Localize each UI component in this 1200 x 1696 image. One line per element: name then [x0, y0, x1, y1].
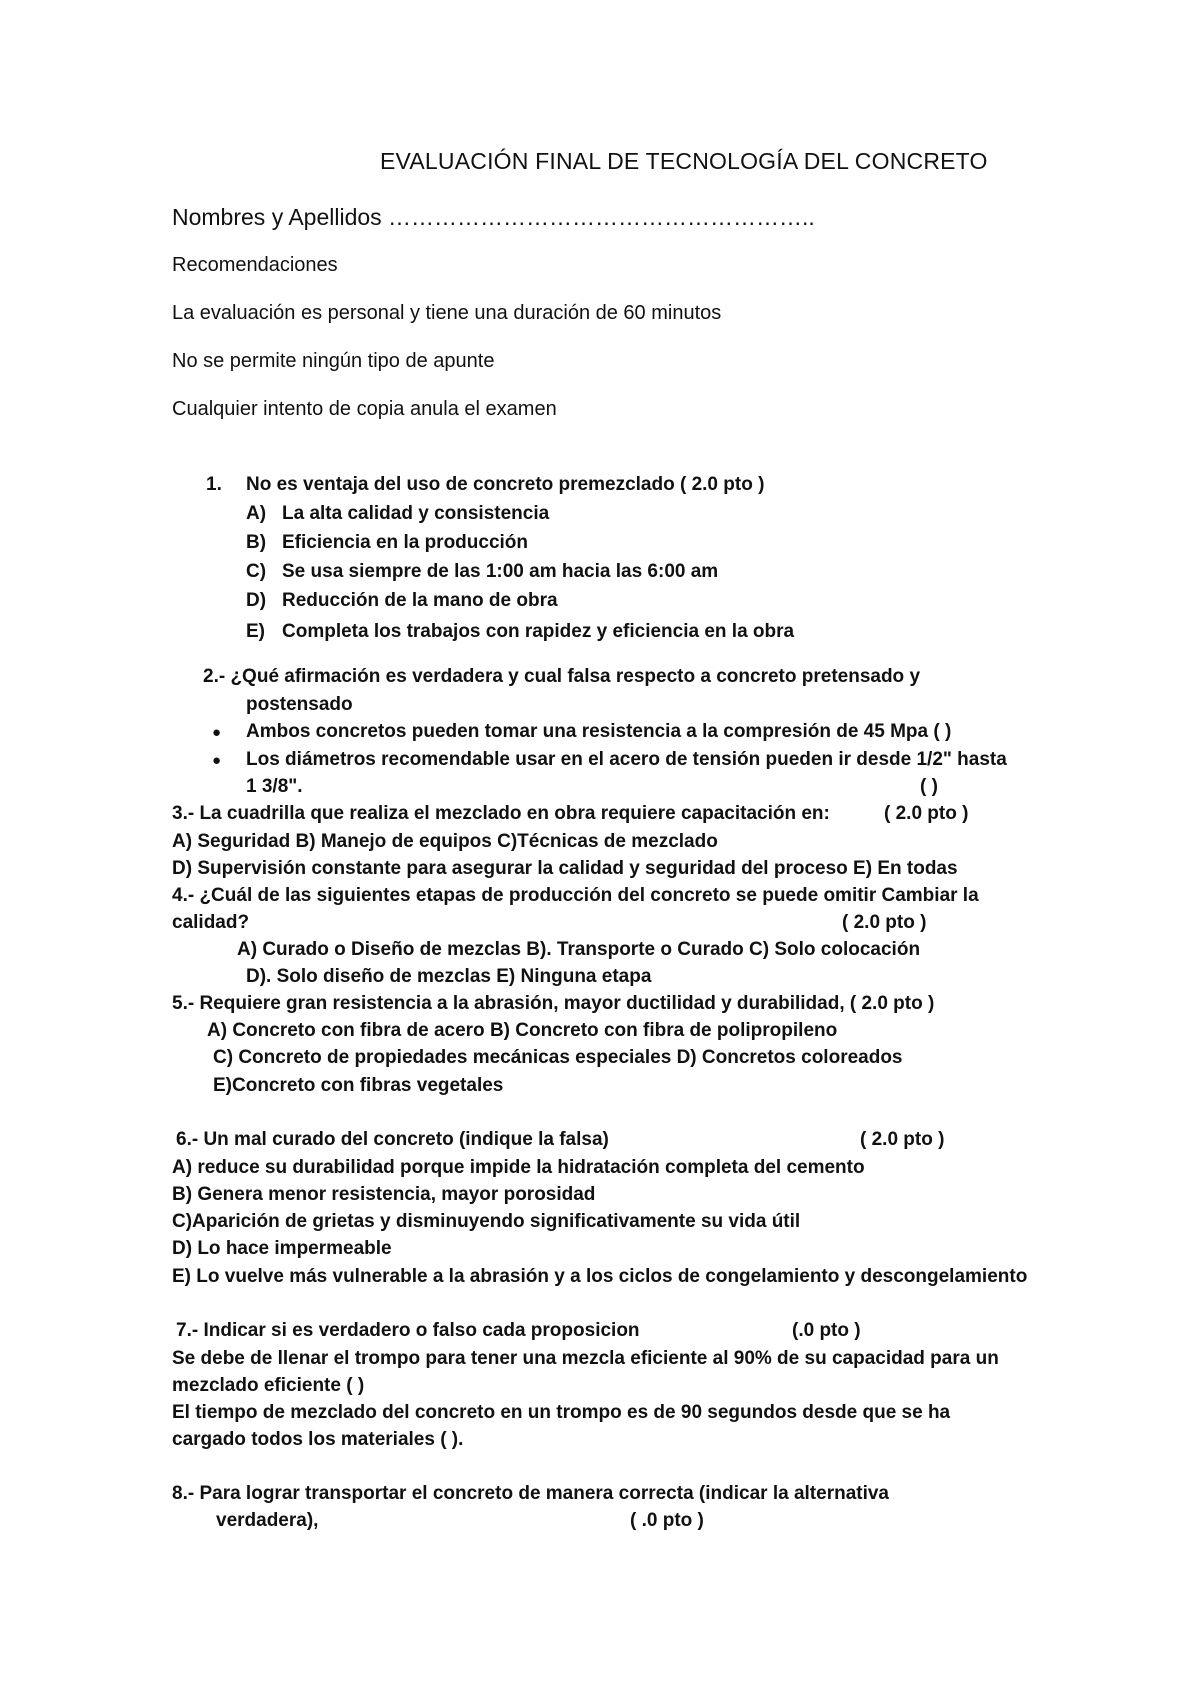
q1-option-letter: A): [246, 503, 267, 524]
q3-points: ( 2.0 pto ): [884, 803, 969, 824]
q2-line: 2.- ¿Qué afirmación es verdadera y cual falsa respecto a concreto pretensado y: [203, 666, 921, 687]
q3-line: A) Seguridad B) Manejo de equipos C)Técnicas de mezclado: [172, 831, 718, 852]
recommendations-heading: Recomendaciones: [172, 254, 338, 276]
q1-number: 1.: [206, 474, 222, 495]
q8-points: ( .0 pto ): [630, 1510, 704, 1531]
q7-line: El tiempo de mezclado del concreto en un trompo es de 90 segundos desde que se ha: [172, 1402, 951, 1423]
q1-option-text: Reducción de la mano de obra: [282, 590, 558, 611]
q2-line: postensado: [246, 694, 353, 715]
q2-bullet: Los diámetros recomendable usar en el acero de tensión pueden ir desde 1/2" hasta: [246, 749, 1007, 770]
q6-points: ( 2.0 pto ): [860, 1129, 945, 1150]
exam-title: EVALUACIÓN FINAL DE TECNOLOGÍA DEL CONCRETO: [380, 148, 988, 174]
q6-option: B) Genera menor resistencia, mayor porosidad: [172, 1184, 596, 1205]
q2-answer-paren: ( ): [920, 776, 938, 797]
q7-line: cargado todos los materiales ( ).: [172, 1429, 464, 1450]
q1-option-letter: E): [246, 621, 265, 642]
q4-line: D). Solo diseño de mezclas E) Ninguna etapa: [246, 966, 652, 987]
q3-line: D) Supervisión constante para asegurar la calidad y seguridad del proceso E) En todas: [172, 858, 958, 879]
q4-line: A) Curado o Diseño de mezclas B). Transporte o Curado C) Solo colocación: [237, 939, 921, 960]
q1-option-text: Eficiencia en la producción: [282, 532, 529, 553]
q4-points: ( 2.0 pto ): [842, 912, 927, 933]
q5-line: E)Concreto con fibras vegetales: [213, 1075, 504, 1096]
q3-line: 3.- La cuadrilla que realiza el mezclado en obra requiere capacitación en:: [172, 803, 830, 824]
recommendation-item: La evaluación es personal y tiene una duración de 60 minutos: [172, 302, 722, 324]
recommendation-item: Cualquier intento de copia anula el examen: [172, 398, 557, 420]
q5-line: 5.- Requiere gran resistencia a la abrasión, mayor ductilidad y durabilidad, ( 2.0 pto ): [172, 993, 935, 1014]
q6-option: D) Lo hace impermeable: [172, 1238, 392, 1259]
q7-line: Se debe de llenar el trompo para tener una mezcla eficiente al 90% de su capacidad para un: [172, 1348, 999, 1369]
q1-option-text: Completa los trabajos con rapidez y eficiencia en la obra: [282, 621, 795, 642]
q6-option: C)Aparición de grietas y disminuyendo significativamente su vida útil: [172, 1211, 801, 1232]
bullet-icon: ●: [212, 724, 222, 741]
q4-line: calidad?: [172, 912, 250, 933]
q1-option-letter: D): [246, 590, 267, 611]
q2-bullet-continuation: 1 3/8".: [246, 776, 303, 797]
bullet-icon: ●: [212, 752, 222, 769]
q5-line: C) Concreto de propiedades mecánicas especiales D) Concretos coloreados: [213, 1047, 903, 1068]
q6-option: A) reduce su durabilidad porque impide la hidratación completa del cemento: [172, 1157, 865, 1178]
q7-points: (.0 pto ): [792, 1320, 861, 1341]
q1-option-letter: C): [246, 561, 267, 582]
q1-option-letter: B): [246, 532, 267, 553]
q6-option: E) Lo vuelve más vulnerable a la abrasión y a los ciclos de congelamiento y descongelamiento: [172, 1266, 1028, 1287]
q2-bullet: Ambos concretos pueden tomar una resistencia a la compresión de 45 Mpa ( ): [246, 721, 952, 742]
q1-option-text: La alta calidad y consistencia: [282, 503, 550, 524]
q7-line: mezclado eficiente ( ): [172, 1375, 365, 1396]
q6-line: 6.- Un mal curado del concreto (indique la falsa): [176, 1129, 609, 1150]
q5-line: A) Concreto con fibra de acero B) Concreto con fibra de polipropileno: [207, 1020, 838, 1041]
recommendation-item: No se permite ningún tipo de apunte: [172, 350, 495, 372]
q8-line: 8.- Para lograr transportar el concreto de manera correcta (indicar la alternativa: [172, 1483, 889, 1504]
q7-line: 7.- Indicar si es verdadero o falso cada proposicion: [176, 1320, 640, 1341]
name-field-line: Nombres y Apellidos ………………………………………………..: [172, 204, 815, 230]
q1-option-text: Se usa siempre de las 1:00 am hacia las 6:00 am: [282, 561, 719, 582]
q4-line: 4.- ¿Cuál de las siguientes etapas de producción del concreto se puede omitir Cambiar la: [172, 885, 979, 906]
q1-text: No es ventaja del uso de concreto premezclado ( 2.0 pto ): [246, 474, 765, 495]
q8-line: verdadera),: [216, 1510, 319, 1531]
